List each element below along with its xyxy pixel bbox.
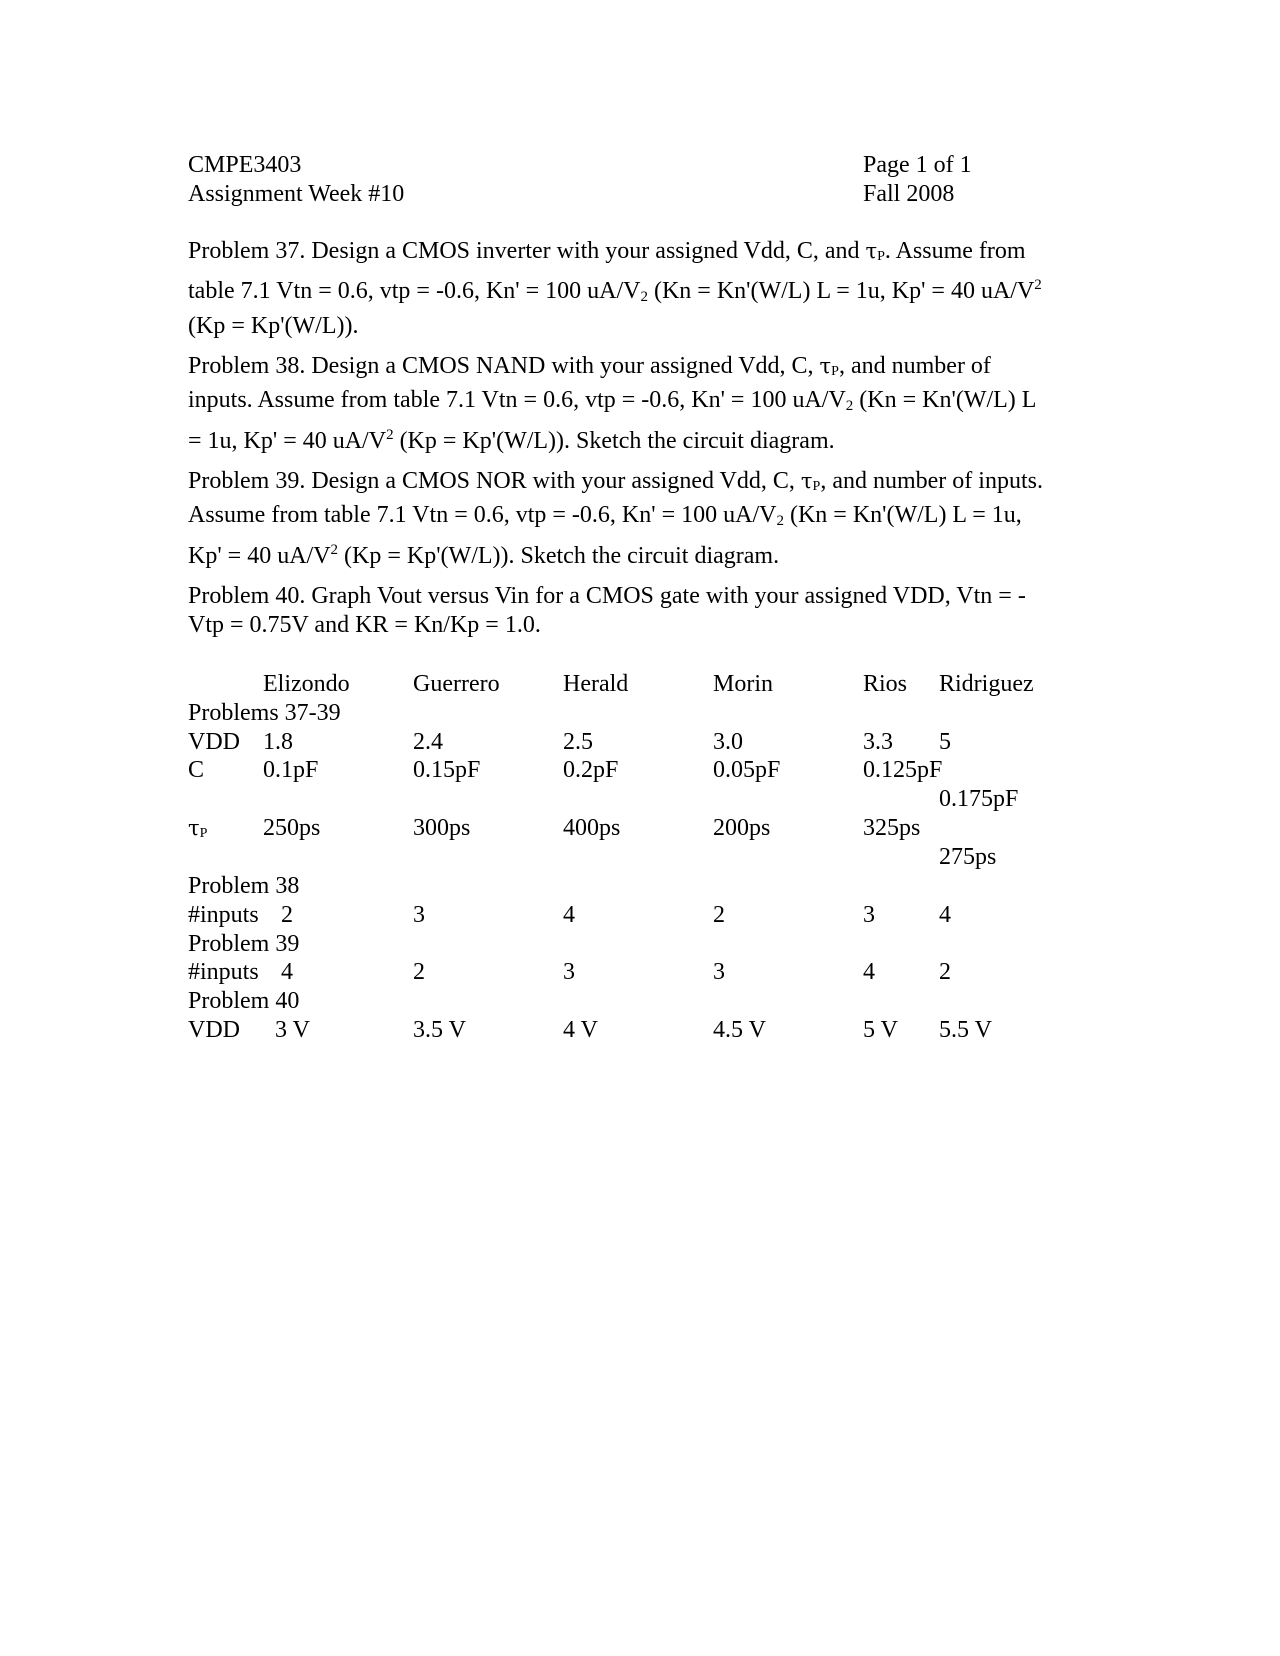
inputs-value: 4 — [563, 902, 575, 928]
text-run: Assume from table 7.1 Vtn = 0.6, vtp = -0.6, Kn' = 100 uA/V — [188, 502, 777, 528]
subscript: 2 — [776, 513, 784, 529]
problem-40 — [188, 582, 1088, 640]
row-label-inputs: #inputs — [188, 902, 259, 928]
problem-line: (Kp = Kp'(W/L)). — [188, 313, 359, 339]
problem-line — [188, 271, 1088, 312]
tau-subscript: P — [199, 826, 208, 841]
inputs-value: 2 — [281, 902, 293, 928]
c-value: 0.2pF — [563, 757, 619, 783]
vdd-value: 1.8 — [263, 729, 293, 755]
problem-line — [188, 237, 1088, 271]
tau-value: 200ps — [713, 815, 771, 841]
problem-line — [188, 386, 1088, 421]
tau-symbol: τ — [188, 816, 200, 840]
inputs-value: 4 — [281, 959, 293, 985]
student-name: Morin — [713, 671, 773, 697]
superscript: 2 — [1034, 277, 1042, 293]
problem-39 — [188, 467, 1088, 571]
header-right — [863, 151, 972, 209]
text-run: , and number of — [838, 353, 991, 379]
text-run: = 1u, Kp' = 40 uA/V — [188, 428, 387, 454]
inputs-value: 2 — [413, 959, 425, 985]
section-heading: Problem 39 — [188, 931, 300, 957]
vdd40-value: 5.5 V — [939, 1017, 992, 1043]
row-label-tau — [188, 814, 207, 848]
c-value: 0.175pF — [939, 786, 1019, 812]
student-name: Ridriguez — [939, 671, 1034, 697]
vdd-value: 5 — [939, 729, 951, 755]
tau-value: 275ps — [939, 844, 997, 870]
vdd40-value: 3.5 V — [413, 1017, 466, 1043]
inputs-value: 3 — [563, 959, 575, 985]
vdd-value: 3.0 — [713, 729, 743, 755]
text-run: Problem 38. Design a CMOS NAND with your assigned Vdd, C, — [188, 353, 820, 379]
section-heading: Problems 37-39 — [188, 700, 341, 726]
c-value: 0.05pF — [713, 757, 781, 783]
inputs-value: 4 — [863, 959, 875, 985]
tau-value: 250ps — [263, 815, 321, 841]
inputs-value: 2 — [939, 959, 951, 985]
subscript: 2 — [640, 289, 648, 305]
tau-symbol: τ — [800, 469, 813, 493]
student-name: Elizondo — [263, 671, 350, 697]
text-run: , and number of inputs. — [820, 468, 1043, 494]
inputs-value: 3 — [413, 902, 425, 928]
row-label-c: C — [188, 757, 205, 783]
vdd-value: 3.3 — [863, 729, 893, 755]
page-number: Page 1 of 1 — [863, 152, 972, 178]
vdd-value: 2.4 — [413, 729, 443, 755]
text-run: (Kp = Kp'(W/L)). Sketch the circuit diagram. — [338, 543, 780, 569]
tau-symbol: τ — [865, 239, 878, 263]
section-heading: Problem 38 — [188, 873, 300, 899]
text-run: (Kp = Kp'(W/L)). Sketch the circuit diagram. — [393, 428, 835, 454]
c-value: 0.15pF — [413, 757, 481, 783]
tau-symbol: τ — [819, 354, 832, 378]
student-name: Rios — [863, 671, 908, 697]
text-run: Problem 37. Design a CMOS inverter with your assigned Vdd, C, and — [188, 238, 866, 264]
problem-37 — [188, 237, 1088, 341]
c-value: 0.125pF — [863, 757, 943, 783]
text-run: inputs. Assume from table 7.1 Vtn = 0.6, vtp = -0.6, Kn' = 100 uA/V — [188, 387, 846, 413]
subscript: 2 — [845, 398, 854, 414]
tau-subscript: P — [877, 249, 885, 264]
tau-subscript: P — [812, 479, 821, 494]
course-code: CMPE3403 — [188, 152, 302, 178]
superscript: 2 — [386, 427, 394, 443]
inputs-value: 2 — [713, 902, 725, 928]
text-run: (Kn = Kn'(W/L) L = 1u, Kp' = 40 uA/V — [647, 278, 1035, 304]
header-left — [188, 151, 404, 209]
tau-value: 400ps — [563, 815, 621, 841]
vdd40-value: 3 V — [275, 1017, 310, 1043]
inputs-value: 4 — [939, 902, 951, 928]
text-run: (Kn = Kn'(W/L) L — [853, 387, 1037, 413]
vdd-value: 2.5 — [563, 729, 593, 755]
row-label-vdd: VDD — [188, 729, 240, 755]
text-run: (Kn = Kn'(W/L) L = 1u, — [783, 502, 1022, 528]
superscript: 2 — [330, 542, 339, 558]
section-heading: Problem 40 — [188, 988, 300, 1014]
problem-line — [188, 536, 1088, 571]
text-run: Problem 39. Design a CMOS NOR with your assigned Vdd, C, — [188, 468, 801, 494]
vdd40-value: 5 V — [863, 1017, 898, 1043]
text-run: . Assume from — [884, 238, 1026, 264]
inputs-value: 3 — [713, 959, 725, 985]
student-name: Herald — [563, 671, 629, 697]
problem-38 — [188, 352, 1088, 456]
tau-subscript: P — [831, 364, 839, 379]
tau-value: 300ps — [413, 815, 471, 841]
problem-line — [188, 352, 1088, 386]
term: Fall 2008 — [863, 181, 955, 207]
student-name: Guerrero — [413, 671, 500, 697]
c-value: 0.1pF — [263, 757, 319, 783]
problem-line — [188, 501, 1088, 536]
tau-value: 325ps — [863, 815, 921, 841]
row-label-inputs: #inputs — [188, 959, 259, 985]
text-run: table 7.1 Vtn = 0.6, vtp = -0.6, Kn' = 100 uA/V — [188, 278, 641, 304]
row-label-vdd40: VDD — [188, 1017, 240, 1043]
vdd40-value: 4 V — [563, 1017, 598, 1043]
assignment-title: Assignment Week #10 — [188, 181, 405, 207]
text-run: Kp' = 40 uA/V — [188, 543, 331, 569]
problem-line: Problem 40. Graph Vout versus Vin for a CMOS gate with your assigned VDD, Vtn = - — [188, 583, 1026, 609]
problem-line — [188, 421, 1088, 456]
inputs-value: 3 — [863, 902, 875, 928]
vdd40-value: 4.5 V — [713, 1017, 766, 1043]
problem-line — [188, 467, 1088, 501]
problem-line: Vtp = 0.75V and KR = Kn/Kp = 1.0. — [188, 612, 541, 638]
